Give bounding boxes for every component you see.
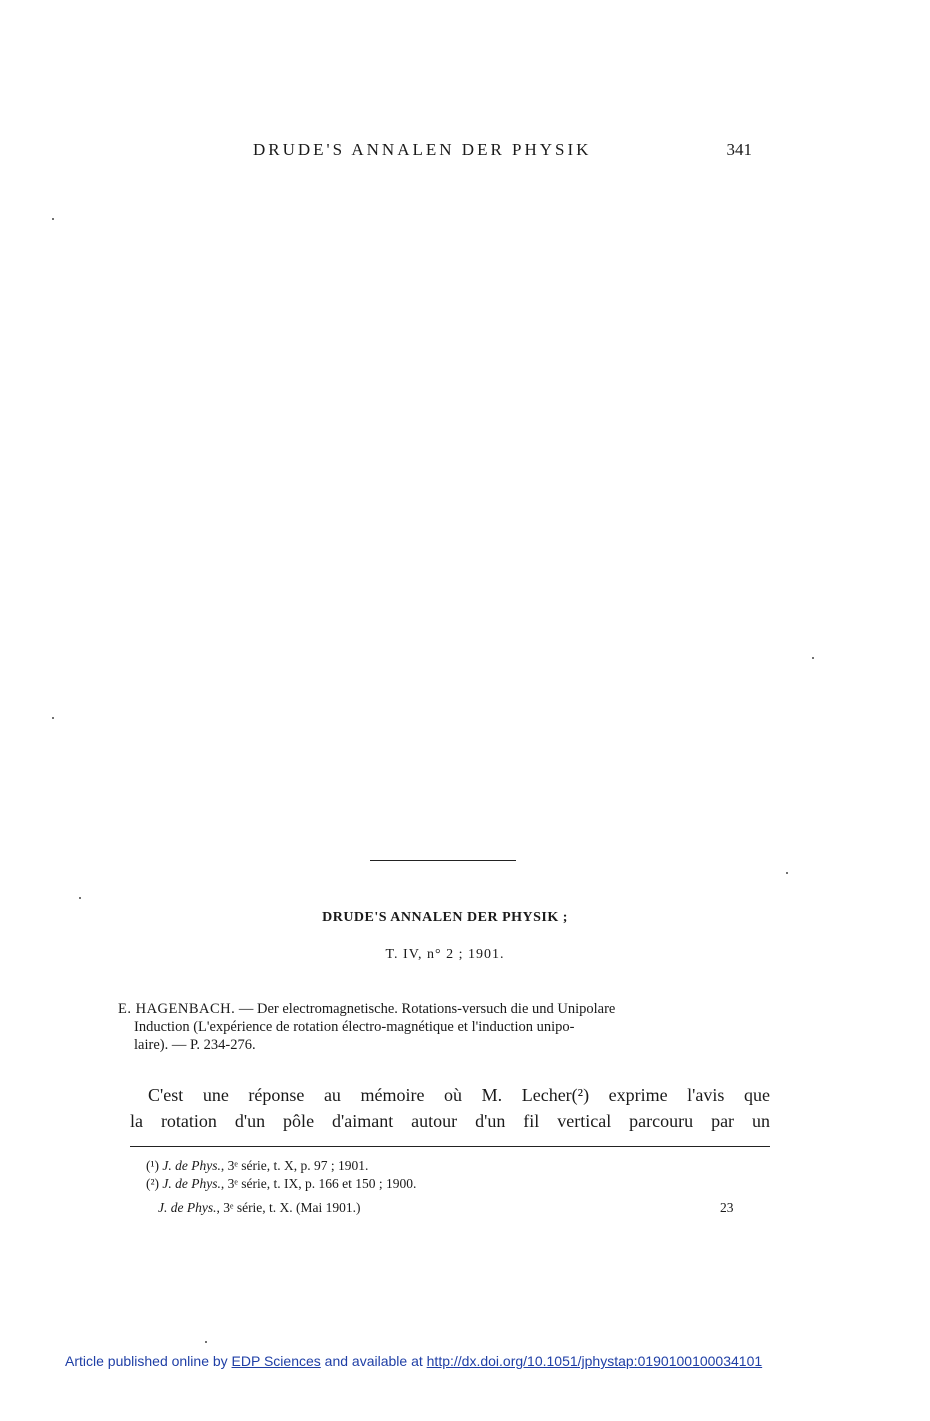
entry-author: E. HAGENBACH. — [118, 1001, 236, 1017]
scan-speck — [52, 717, 54, 719]
body-line-1: C'est une réponse au mémoire où M. Lecher(²) exprime l'avis que — [148, 1085, 770, 1105]
section-divider — [370, 860, 516, 861]
footnote-2-ref: , 3ᵉ série, t. IX, p. 166 et 150 ; 1900. — [220, 1176, 417, 1191]
footnote-2-journal: J. de Phys. — [162, 1176, 221, 1191]
issue-line: T. IV, n° 2 ; 1901. — [385, 947, 505, 962]
publisher-prefix: Article published online by — [65, 1353, 232, 1369]
footnotes — [146, 1157, 746, 1193]
footnote-1 — [146, 1157, 746, 1175]
scan-speck — [79, 897, 81, 899]
publisher-middle: and available at — [320, 1353, 427, 1369]
body-paragraph — [130, 1082, 770, 1134]
publisher-notice — [65, 1353, 762, 1369]
sheet-signature — [158, 1200, 361, 1216]
signature-ref: , 3ᵉ série, t. X. (Mai 1901.) — [216, 1200, 361, 1215]
bibliographic-entry — [118, 1000, 770, 1054]
running-title: DRUDE'S ANNALEN DER PHYSIK — [253, 140, 592, 159]
doi-link[interactable]: http://dx.doi.org/10.1051/jphystap:0190100100034101 — [426, 1353, 763, 1369]
scan-speck — [812, 657, 814, 659]
section-heading: DRUDE'S ANNALEN DER PHYSIK ; — [322, 910, 568, 925]
sheet-number: 23 — [720, 1200, 734, 1215]
entry-line-1 — [118, 1000, 770, 1018]
footnote-rule — [130, 1146, 770, 1147]
signature-journal: J. de Phys. — [158, 1200, 217, 1215]
footnote-1-marker: (¹) — [146, 1158, 160, 1173]
entry-title-start: — Der electromagnetische. Rotations-versuch die und Unipolare — [235, 1001, 616, 1017]
footnote-2-marker: (²) — [146, 1176, 160, 1191]
scan-speck — [52, 218, 54, 220]
edp-sciences-link[interactable]: EDP Sciences — [231, 1353, 321, 1369]
entry-line-2: Induction (L'expérience de rotation électro-magnétique et l'induction unipo- — [134, 1019, 575, 1035]
footnote-1-journal: J. de Phys. — [162, 1158, 221, 1173]
footnote-1-ref: , 3ᵉ série, t. X, p. 97 ; 1901. — [220, 1158, 369, 1173]
scan-speck — [786, 872, 788, 874]
scan-speck — [205, 1341, 207, 1343]
body-line-2: la rotation d'un pôle d'aimant autour d'un fil vertical parcouru par un — [130, 1111, 770, 1131]
running-head — [130, 140, 770, 164]
footnote-2 — [146, 1175, 746, 1193]
page-number: 341 — [726, 140, 752, 159]
entry-line-3: laire). — P. 234-276. — [134, 1037, 256, 1053]
